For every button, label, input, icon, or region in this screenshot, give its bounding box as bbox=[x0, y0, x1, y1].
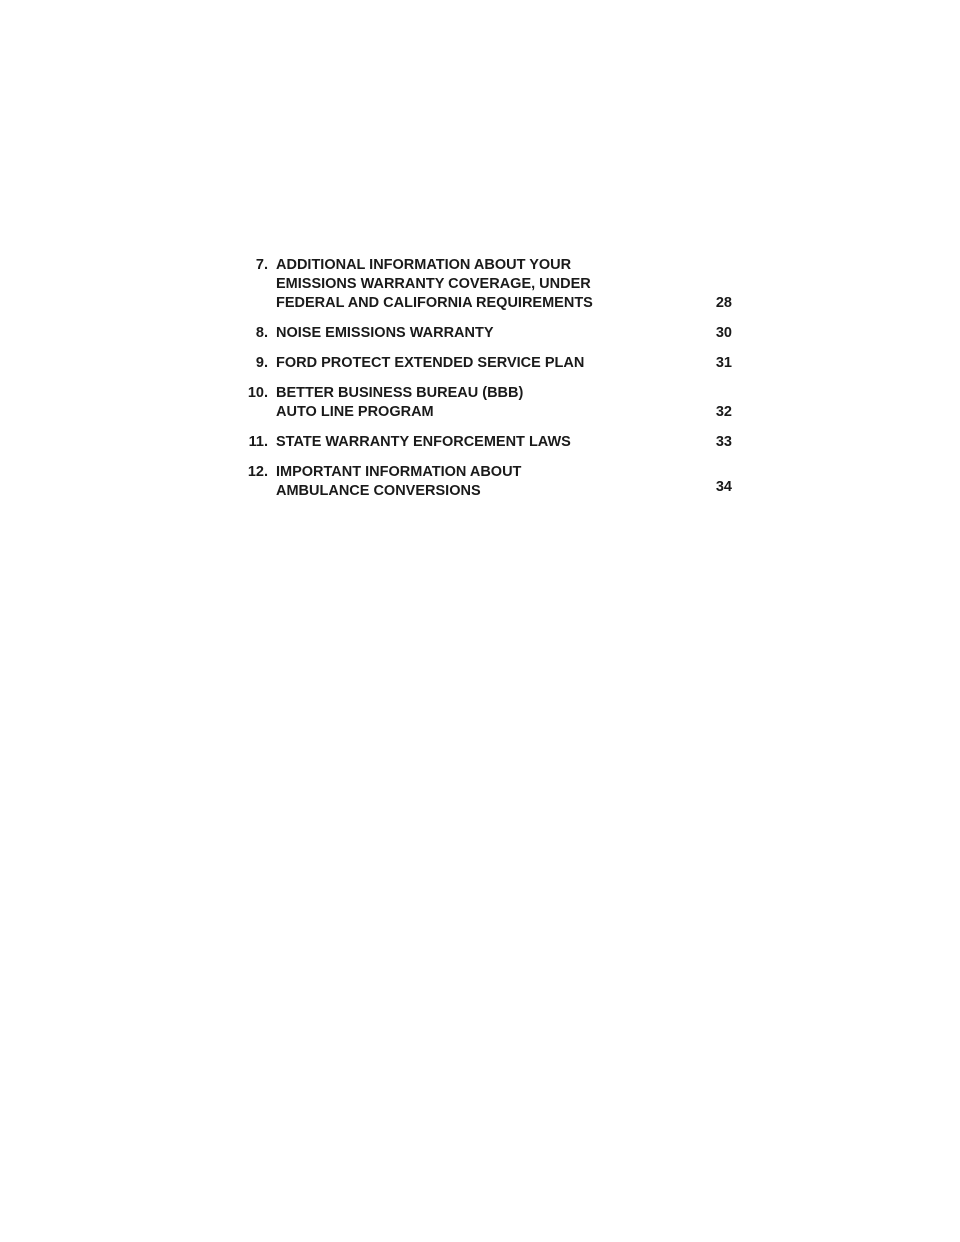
toc-entry-page: 33 bbox=[715, 434, 732, 450]
toc-entry-title-line: FORD PROTECT EXTENDED SERVICE PLAN bbox=[276, 355, 585, 371]
toc-entry-title-line: STATE WARRANTY ENFORCEMENT LAWS bbox=[276, 434, 571, 450]
toc-entry-number: 10. bbox=[247, 385, 268, 401]
toc-entry-title-line: AMBULANCE CONVERSIONS bbox=[276, 483, 481, 499]
toc-entry-12[interactable] bbox=[222, 463, 732, 501]
table-of-contents bbox=[222, 256, 732, 512]
toc-entry-page: 34 bbox=[715, 479, 732, 495]
toc-entry-7[interactable] bbox=[222, 256, 732, 313]
toc-entry-page: 30 bbox=[715, 325, 732, 341]
toc-entry-title bbox=[268, 384, 698, 422]
toc-entry-title-line: NOISE EMISSIONS WARRANTY bbox=[276, 325, 494, 341]
toc-entry-number: 11. bbox=[248, 434, 268, 450]
toc-entry-title bbox=[268, 433, 698, 452]
toc-entry-8[interactable] bbox=[222, 324, 732, 343]
toc-entry-title bbox=[268, 354, 698, 373]
toc-entry-page: 31 bbox=[715, 355, 732, 371]
toc-entry-number: 8. bbox=[255, 325, 268, 341]
toc-entry-page: 32 bbox=[715, 404, 732, 420]
toc-entry-title bbox=[268, 256, 698, 313]
toc-entry-title-line: IMPORTANT INFORMATION ABOUT bbox=[276, 464, 522, 480]
toc-entry-11[interactable] bbox=[222, 433, 732, 452]
toc-entry-title-line: AUTO LINE PROGRAM bbox=[276, 404, 434, 420]
toc-entry-number: 12. bbox=[247, 464, 268, 480]
toc-entry-page: 28 bbox=[715, 295, 732, 311]
toc-entry-title-line: BETTER BUSINESS BUREAU (BBB) bbox=[276, 385, 524, 401]
toc-entry-9[interactable] bbox=[222, 354, 732, 373]
toc-entry-title bbox=[268, 324, 698, 343]
toc-entry-title-line: EMISSIONS WARRANTY COVERAGE, UNDER bbox=[276, 276, 591, 292]
toc-entry-title-line: FEDERAL AND CALIFORNIA REQUIREMENTS bbox=[276, 295, 593, 311]
toc-entry-10[interactable] bbox=[222, 384, 732, 422]
toc-entry-title bbox=[268, 463, 698, 501]
toc-entry-number: 7. bbox=[255, 257, 268, 273]
toc-entry-title-line: ADDITIONAL INFORMATION ABOUT YOUR bbox=[276, 257, 572, 273]
toc-entry-number: 9. bbox=[255, 355, 268, 371]
